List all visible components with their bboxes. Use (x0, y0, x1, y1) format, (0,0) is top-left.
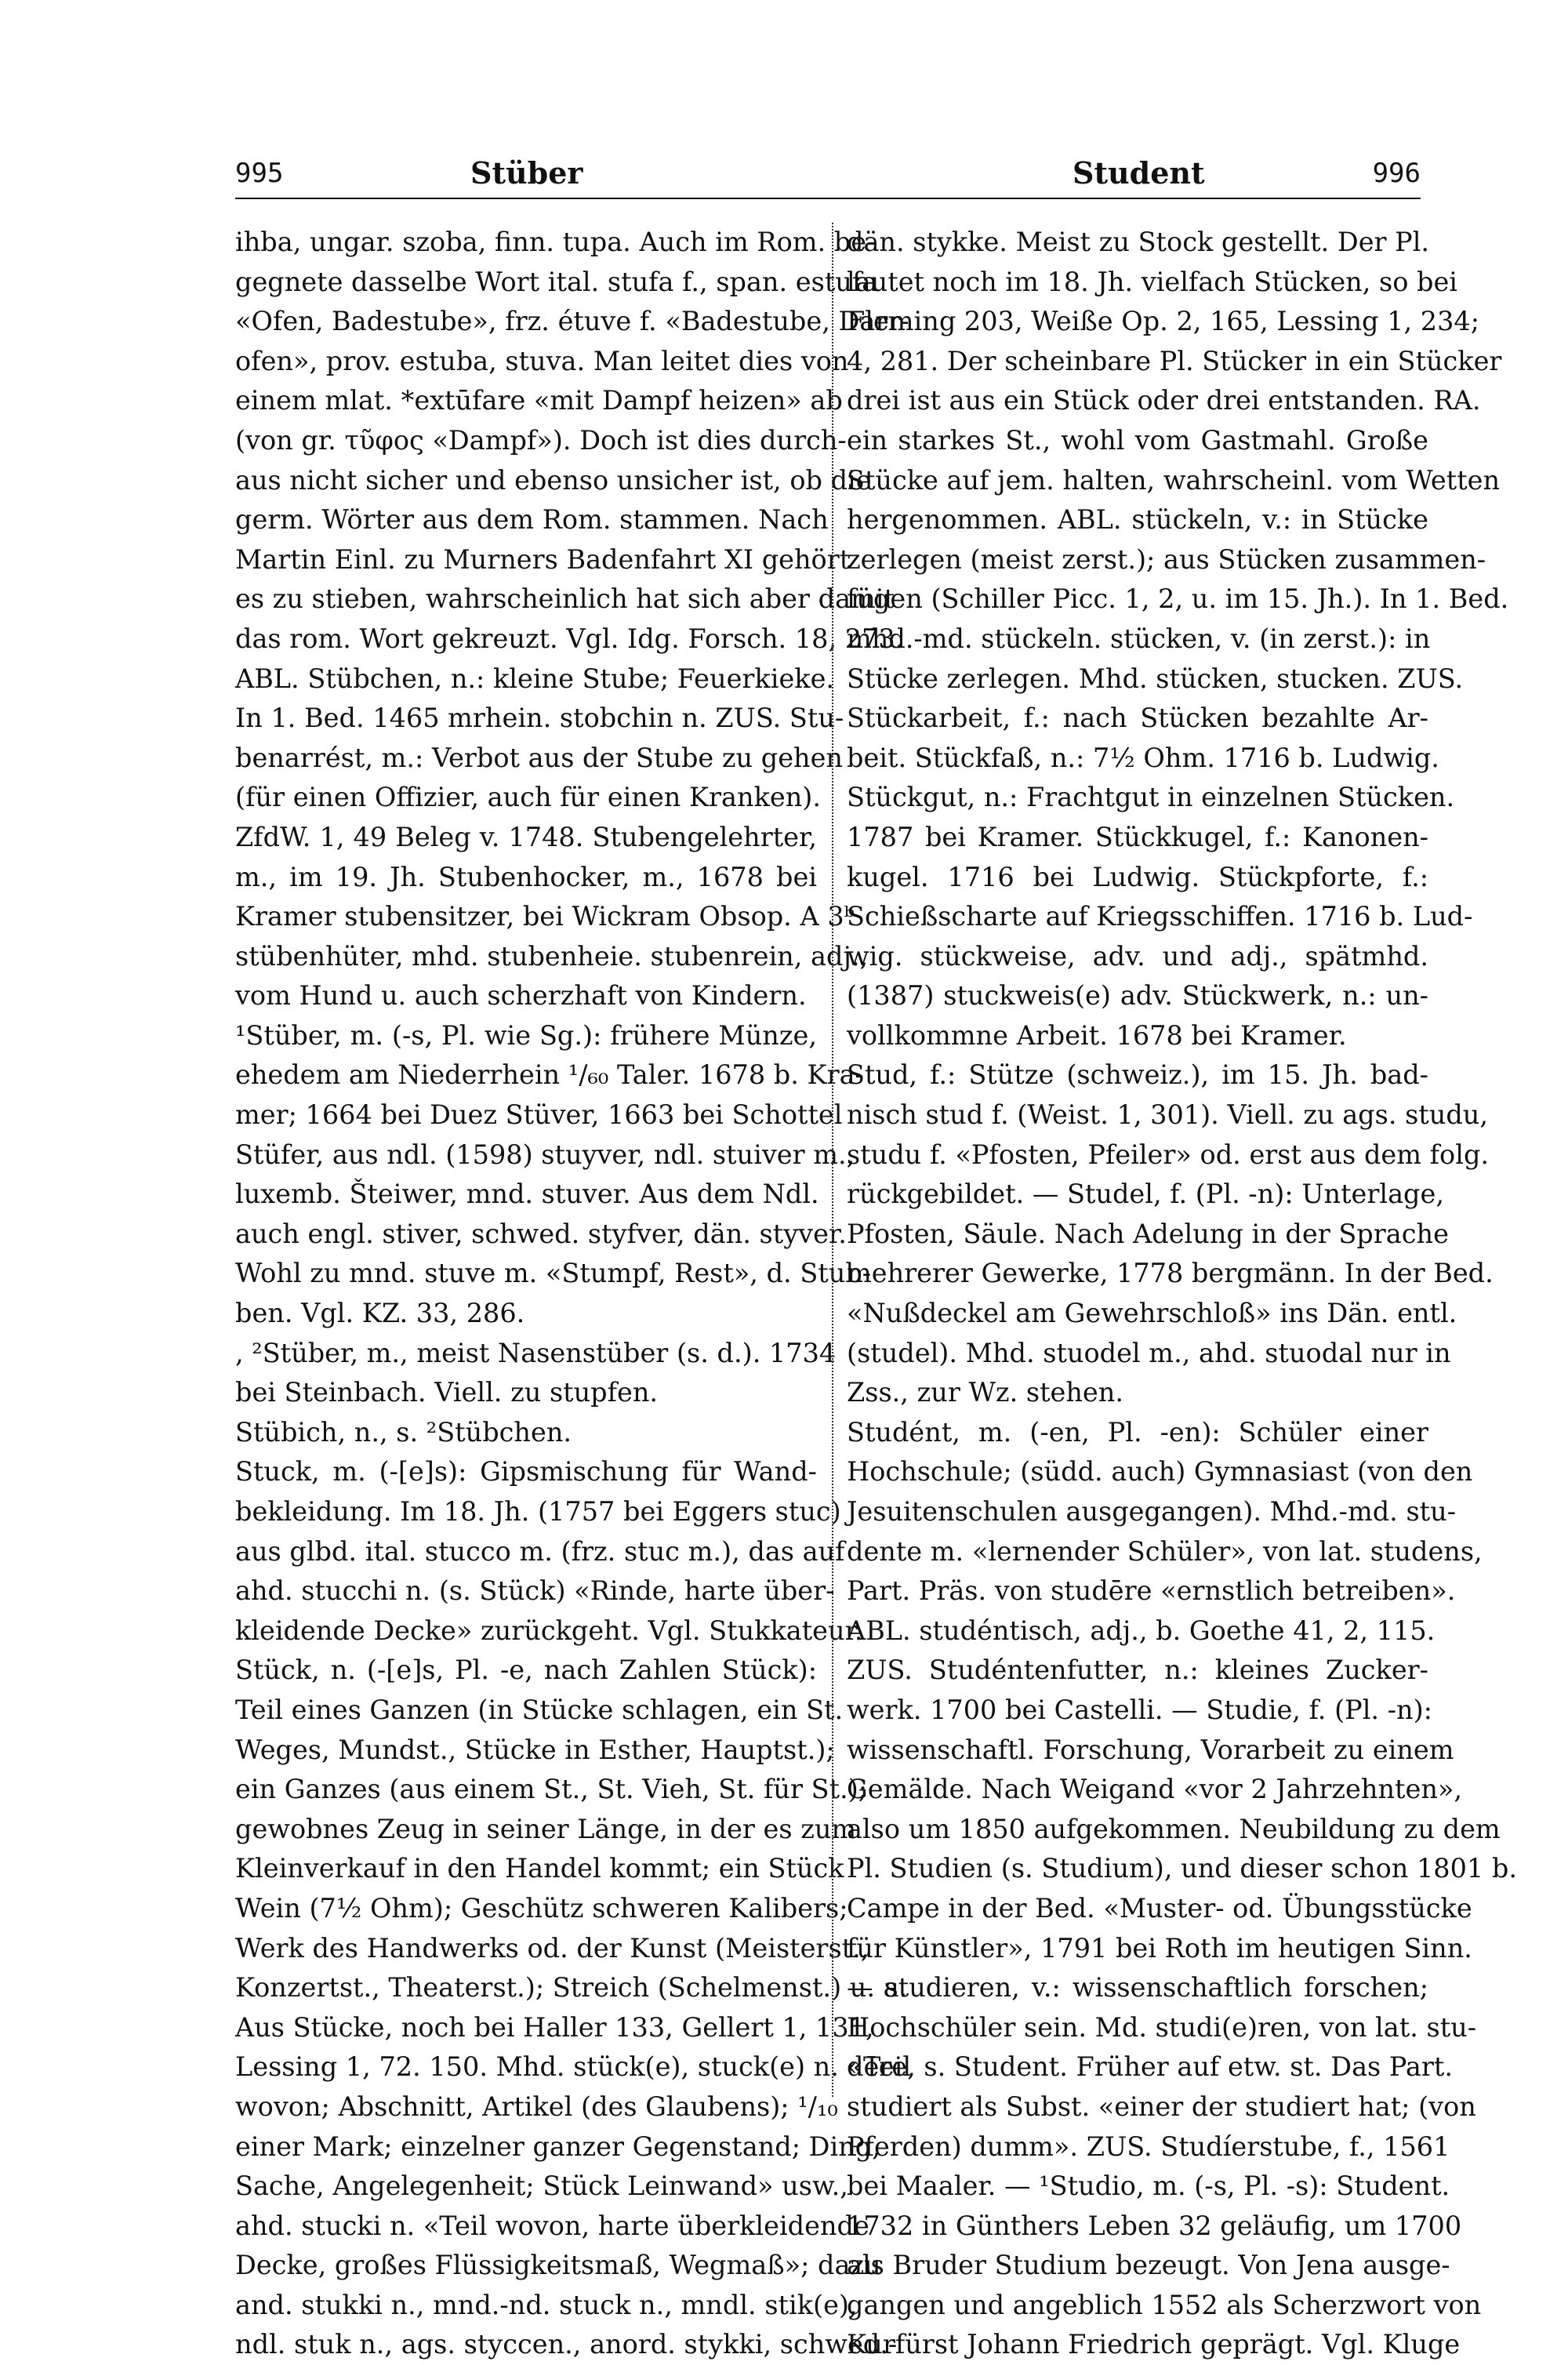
text-line: als Bruder Studium bezeugt. Von Jena ausge- (847, 2250, 1450, 2281)
text-line: (1387) stuckweis(e) adv. Stückwerk, n.: un- (847, 980, 1428, 1012)
text-line: benarrést, m.: Verbot aus der Stube zu gehen (235, 742, 843, 773)
text-line: Kurfürst Johann Friedrich geprägt. Vgl. Kluge (847, 2329, 1461, 2360)
text-line: ndl. stuk n., ags. styccen., anord. stykki, schwed.- (235, 2329, 898, 2360)
text-line: hergenommen. ABL. stückeln, v.: in Stücke (847, 504, 1428, 536)
text-line: kugel. 1716 bei Ludwig. Stückpforte, f.: (847, 861, 1428, 892)
text-line: gegnete dasselbe Wort ital. stufa f., span. estufa (235, 266, 878, 297)
text-line: «Nußdeckel am Gewehrschloß» ins Dän. entl. (847, 1298, 1457, 1329)
right-page-number: 996 (1372, 158, 1421, 189)
text-line: luxemb. Šteiwer, mnd. stuver. Aus dem Ndl. (235, 1179, 819, 1210)
text-line: wig. stückweise, adv. und adj., spätmhd. (847, 940, 1428, 972)
text-line: lautet noch im 18. Jh. vielfach Stücken, so bei (847, 266, 1458, 297)
text-line: ZfdW. 1, 49 Beleg v. 1748. Stubengelehrter, (235, 821, 817, 852)
text-line: rückgebildet. — Studel, f. (Pl. -n): Unterlage, (847, 1179, 1444, 1210)
text-line: zerlegen (meist zerst.); aus Stücken zusammen- (847, 543, 1486, 575)
text-line: «Ofen, Badestube», frz. étuve f. «Badestube, Darr- (235, 306, 909, 337)
text-line: m., im 19. Jh. Stubenhocker, m., 1678 bei (235, 861, 817, 892)
left-page-number: 995 (235, 158, 284, 189)
text-line: drei ist aus ein Stück oder drei entstanden. RA. (847, 385, 1481, 416)
text-line: wovon; Abschnitt, Artikel (des Glaubens); ¹/₁₀ (235, 2091, 838, 2122)
text-line: Jesuitenschulen ausgegangen). Mhd.-md. stu- (847, 1496, 1457, 1527)
header-rule (235, 198, 1421, 199)
text-line: bekleidung. Im 18. Jh. (1757 bei Eggers stuc) (235, 1496, 841, 1527)
text-line: nisch stud f. (Weist. 1, 301). Viell. zu ags. studu, (847, 1099, 1489, 1131)
text-line: beit. Stückfaß, n.: 7½ Ohm. 1716 b. Ludwig. (847, 742, 1439, 773)
text-line: Campe in der Bed. «Muster- od. Übungsstücke (847, 1892, 1472, 1924)
column-divider (832, 223, 833, 2097)
text-line: ihba, ungar. szoba, finn. tupa. Auch im Rom. be- (235, 227, 876, 257)
text-line: Aus Stücke, noch bei Haller 133, Gellert 1, 131, (235, 2011, 874, 2043)
text-line: Lessing 1, 72. 150. Mhd. stück(e), stuck(e) n. «Teil (235, 2051, 912, 2083)
text-line: bei Steinbach. Viell. zu stupfen. (235, 1377, 659, 1408)
text-line: dēre, s. Student. Früher auf etw. st. Das Part. (847, 2051, 1454, 2083)
text-line: Stübich, n., s. ²Stübchen. (235, 1416, 572, 1448)
text-line: Stückarbeit, f.: nach Stücken bezahlte Ar- (847, 703, 1428, 734)
text-line: auch engl. stiver, schwed. styfver, dän. styver. (235, 1218, 847, 1249)
running-header (235, 155, 1421, 202)
text-line: Pfosten, Säule. Nach Adelung in der Sprache (847, 1218, 1449, 1249)
text-line: ein Ganzes (aus einem St., St. Vieh, St. für St.); (235, 1774, 868, 1805)
text-line: bei Maaler. — ¹Studio, m. (-s, Pl. -s): Student. (847, 2171, 1450, 2202)
text-line: Stücke zerlegen. Mhd. stücken, stucken. ZUS. (847, 663, 1464, 694)
text-line: werk. 1700 bei Castelli. — Studie, f. (Pl. -n): (847, 1694, 1432, 1725)
text-line: Pferden) dumm». ZUS. Studíerstube, f., 1561 (847, 2131, 1450, 2162)
text-line: Weges, Mundst., Stücke in Esther, Hauptst.); (235, 1734, 835, 1765)
text-line: einem mlat. *extūfare «mit Dampf heizen» ab (235, 385, 843, 416)
text-line: dente m. «lernender Schüler», von lat. studens, (847, 1535, 1483, 1567)
text-line: Wohl zu mnd. stuve m. «Stumpf, Rest», d. Stub- (235, 1258, 872, 1289)
text-line: Stückgut, n.: Frachtgut in einzelnen Stücken. (847, 782, 1455, 813)
text-line: Konzertst., Theaterst.); Streich (Schelmenst.) u. a. (235, 1972, 908, 2004)
text-line: Hochschule; (südd. auch) Gymnasiast (von den (847, 1456, 1473, 1488)
text-line: Stück, n. (-[e]s, Pl. -e, nach Zahlen Stück): (235, 1655, 817, 1686)
text-line: fügen (Schiller Picc. 1, 2, u. im 15. Jh.). In 1. Bed. (847, 583, 1509, 615)
text-line: vom Hund u. auch scherzhaft von Kindern. (235, 980, 807, 1012)
text-line: Stud, f.: Stütze (schweiz.), im 15. Jh. bad- (847, 1059, 1428, 1091)
right-text-column (847, 223, 1517, 2365)
text-line: ZUS. Studéntenfutter, n.: kleines Zucker- (847, 1655, 1428, 1686)
text-line: Kleinverkauf in den Handel kommt; ein Stück (235, 1853, 844, 1884)
text-line: (für einen Offizier, auch für einen Kranken). (235, 782, 822, 813)
text-line: für Künstler», 1791 bei Roth im heutigen Sinn. (847, 1932, 1472, 1964)
text-line: Part. Präs. von studēre «ernstlich betreiben». (847, 1575, 1456, 1607)
text-line: vollkommne Arbeit. 1678 bei Kramer. (847, 1019, 1347, 1051)
text-line: Wein (7½ Ohm); Geschütz schweren Kalibers; (235, 1892, 848, 1924)
text-line: stübenhüter, mhd. stubenheie. stubenrein, adj., (235, 940, 869, 972)
text-line: mer; 1664 bei Duez Stüver, 1663 bei Schottel (235, 1099, 843, 1131)
text-line: ben. Vgl. KZ. 33, 286. (235, 1298, 525, 1329)
text-line: Stüfer, aus ndl. (1598) stuyver, ndl. stuiver m., (235, 1139, 855, 1170)
text-line: kleidende Decke» zurückgeht. Vgl. Stukkateur. (235, 1615, 863, 1646)
text-line: ofen», prov. estuba, stuva. Man leitet dies von (235, 345, 849, 376)
text-line: , ²Stüber, m., meist Nasenstüber (s. d.). 1734 (235, 1337, 837, 1368)
text-line: Schießscharte auf Kriegsschiffen. 1716 b. Lud- (847, 901, 1473, 932)
text-line: studiert als Subst. «einer der studiert hat; (von (847, 2091, 1476, 2122)
text-line: Gemälde. Nach Weigand «vor 2 Jahrzehnten», (847, 1774, 1463, 1805)
text-line: (studel). Mhd. stuodel m., ahd. stuodal nur in (847, 1337, 1451, 1368)
text-line: wissenschaftl. Forschung, Vorarbeit zu einem (847, 1734, 1454, 1765)
left-guide-word: Stüber (470, 155, 583, 191)
text-line: einer Mark; einzelner ganzer Gegenstand; Ding, (235, 2131, 880, 2162)
text-line: ein starkes St., wohl vom Gastmahl. Große (847, 424, 1428, 456)
text-line: Stuck, m. (-[e]s): Gipsmischung für Wand- (235, 1456, 817, 1488)
text-line: and. stukki n., mnd.-nd. stuck n., mndl. stik(e), (235, 2289, 858, 2320)
text-line: mhd.-md. stückeln. stücken, v. (in zerst.): in (847, 623, 1431, 654)
text-line: dän. stykke. Meist zu Stock gestellt. Der Pl. (847, 227, 1430, 257)
text-line: aus nicht sicher und ebenso unsicher ist, ob die (235, 464, 872, 496)
text-line: 4, 281. Der scheinbare Pl. Stücker in ein Stücker (847, 345, 1502, 376)
text-line: Stücke auf jem. halten, wahrscheinl. vom Wetten (847, 464, 1501, 496)
text-line: es zu stieben, wahrscheinlich hat sich aber damit (235, 583, 895, 615)
text-line: gangen und angeblich 1552 als Scherzwort von (847, 2289, 1482, 2320)
text-line: gewobnes Zeug in seiner Länge, in der es zum (235, 1813, 857, 1844)
text-line: ¹Stüber, m. (-s, Pl. wie Sg.): frühere Münze, (235, 1019, 817, 1051)
text-line: Decke, großes Flüssigkeitsmaß, Wegmaß»; dazu (235, 2250, 881, 2281)
text-line: Studént, m. (-en, Pl. -en): Schüler einer (847, 1416, 1428, 1448)
text-line: 1732 in Günthers Leben 32 geläufig, um 1700 (847, 2210, 1462, 2241)
text-line: In 1. Bed. 1465 mrhein. stobchin n. ZUS. Stu- (235, 703, 844, 734)
text-line: mehrerer Gewerke, 1778 bergmänn. In der Bed. (847, 1258, 1494, 1289)
left-text-column (235, 223, 912, 2365)
text-line: ahd. stucki n. «Teil wovon, harte überkleidende (235, 2210, 869, 2241)
text-line: (von gr. τῦφος «Dampf»). Doch ist dies durch- (235, 424, 847, 456)
text-line: ehedem am Niederrhein ¹/₆₀ Taler. 1678 b. Kra- (235, 1059, 864, 1091)
text-line: ABL. studéntisch, adj., b. Goethe 41, 2, 115. (847, 1615, 1436, 1646)
text-line: Kramer stubensitzer, bei Wickram Obsop. A 3ᵇ (235, 901, 855, 932)
text-line: das rom. Wort gekreuzt. Vgl. Idg. Forsch. 18, 273. (235, 623, 904, 654)
text-line: Pl. Studien (s. Studium), und dieser schon 1801 b. (847, 1853, 1517, 1884)
text-line: aus glbd. ital. stucco m. (frz. stuc m.), das auf (235, 1535, 845, 1567)
text-line: germ. Wörter aus dem Rom. stammen. Nach (235, 504, 829, 536)
text-line: studu f. «Pfosten, Pfeiler» od. erst aus dem folg. (847, 1139, 1490, 1170)
text-line: Zss., zur Wz. stehen. (847, 1377, 1123, 1408)
text-line: also um 1850 aufgekommen. Neubildung zu dem (847, 1813, 1501, 1844)
text-line: — studieren, v.: wissenschaftlich forschen; (847, 1972, 1428, 2004)
text-line: Hochschüler sein. Md. studi(e)ren, von lat. stu- (847, 2011, 1477, 2043)
text-line: ahd. stucchi n. (s. Stück) «Rinde, harte über- (235, 1575, 835, 1607)
text-line: Sache, Angelegenheit; Stück Leinwand» usw., (235, 2171, 848, 2202)
text-line: ABL. Stübchen, n.: kleine Stube; Feuerkieke. (235, 663, 835, 694)
right-guide-word: Student (1073, 155, 1205, 191)
text-line: 1787 bei Kramer. Stückkugel, f.: Kanonen- (847, 821, 1428, 852)
text-line: Martin Einl. zu Murners Badenfahrt XI gehört (235, 543, 851, 575)
text-line: Fleming 203, Weiße Op. 2, 165, Lessing 1, 234; (847, 306, 1479, 337)
text-line: Teil eines Ganzen (in Stücke schlagen, ein St. (235, 1694, 844, 1725)
text-line: Werk des Handwerks od. der Kunst (Meisterst., (235, 1932, 869, 1964)
